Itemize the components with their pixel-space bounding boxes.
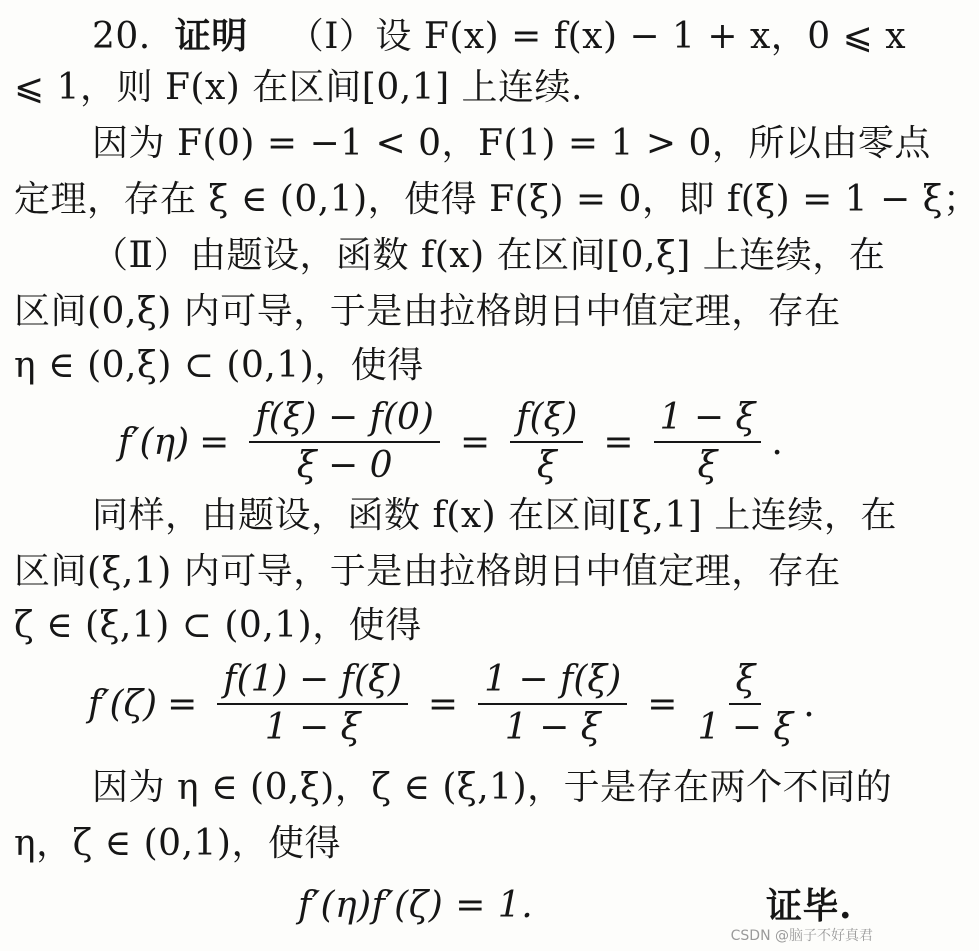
proof-line-7: η ∈ (0,ξ) ⊂ (0,1)，使得 xyxy=(14,345,424,386)
equation-f-prime-zeta xyxy=(88,660,815,748)
eq2-period: . xyxy=(803,683,815,725)
eq2-equals-3: = xyxy=(647,683,678,725)
proof-heading: 证明 xyxy=(174,15,248,57)
eq1-fraction-3-numerator: 1 − ξ xyxy=(654,398,762,443)
eq2-fraction-3-numerator: ξ xyxy=(729,660,761,705)
eq2-equals-2: = xyxy=(427,683,459,725)
eq2-fraction-3 xyxy=(697,660,793,748)
eq1-period: . xyxy=(771,421,783,463)
eq1-equals-3: = xyxy=(603,421,634,463)
eq1-fraction-1-numerator: f(ξ) − f(0) xyxy=(249,398,440,443)
eq2-fraction-2-denominator: 1 − ξ xyxy=(504,707,601,748)
eq2-lhs: f′(ζ) xyxy=(88,683,158,725)
proof-line-10: ζ ∈ (ξ,1) ⊂ (0,1)，使得 xyxy=(14,605,422,646)
eq1-fraction-3-denominator: ξ xyxy=(697,445,718,486)
eq1-lhs: f′(η) xyxy=(118,421,190,463)
eq1-fraction-2 xyxy=(510,398,583,486)
eq1-fraction-2-numerator: f(ξ) xyxy=(510,398,583,443)
eq1-equals-2: = xyxy=(459,421,491,463)
eq1-fraction-3 xyxy=(654,398,762,486)
eq2-fraction-2-numerator: 1 − f(ξ) xyxy=(478,660,627,705)
proof-line-9: 区间(ξ,1) 内可导，于是由拉格朗日中值定理，存在 xyxy=(14,551,841,592)
proof-line-5: （Ⅱ）由题设，函数 f(x) 在区间[0,ξ] 上连续，在 xyxy=(92,235,886,276)
proof-line-1 xyxy=(92,14,906,59)
proof-line-6: 区间(0,ξ) 内可导，于是由拉格朗日中值定理，存在 xyxy=(14,291,841,332)
eq2-fraction-3-denominator: 1 − ξ xyxy=(697,707,794,748)
final-equation: f′(η)f′(ζ) = 1. xyxy=(298,885,534,926)
eq2-equals-1: = xyxy=(167,683,198,725)
eq2-fraction-1-denominator: 1 − ξ xyxy=(264,707,361,748)
eq2-fraction-1 xyxy=(217,660,408,748)
eq1-fraction-1-denominator: ξ − 0 xyxy=(296,445,393,486)
problem-number: 20. xyxy=(92,16,151,57)
part1-intro-text: （Ⅰ）设 F(x) = f(x) − 1 + x，0 ⩽ x xyxy=(287,16,907,57)
proof-line-2: ⩽ 1，则 F(x) 在区间[0,1] 上连续. xyxy=(14,67,583,108)
eq2-fraction-2 xyxy=(478,660,627,748)
proof-line-3: 因为 F(0) = −1 < 0，F(1) = 1 > 0，所以由零点 xyxy=(92,123,931,164)
qed-marker: 证毕. xyxy=(766,885,853,927)
eq1-equals-1: = xyxy=(199,421,230,463)
proof-line-4: 定理，存在 ξ ∈ (0,1)，使得 F(ξ) = 0，即 f(ξ) = 1 − ξ； xyxy=(14,179,979,220)
eq1-fraction-2-denominator: ξ xyxy=(536,445,557,486)
proof-line-12: η，ζ ∈ (0,1)，使得 xyxy=(14,823,341,864)
watermark-text: CSDN @脑子不好真君 xyxy=(730,928,873,944)
equation-f-prime-eta xyxy=(118,398,783,486)
proof-line-8: 同样，由题设，函数 f(x) 在区间[ξ,1] 上连续，在 xyxy=(92,495,897,536)
eq1-fraction-1 xyxy=(249,398,440,486)
proof-line-11: 因为 η ∈ (0,ξ)，ζ ∈ (ξ,1)，于是存在两个不同的 xyxy=(92,767,893,808)
eq2-fraction-1-numerator: f(1) − f(ξ) xyxy=(217,660,408,705)
